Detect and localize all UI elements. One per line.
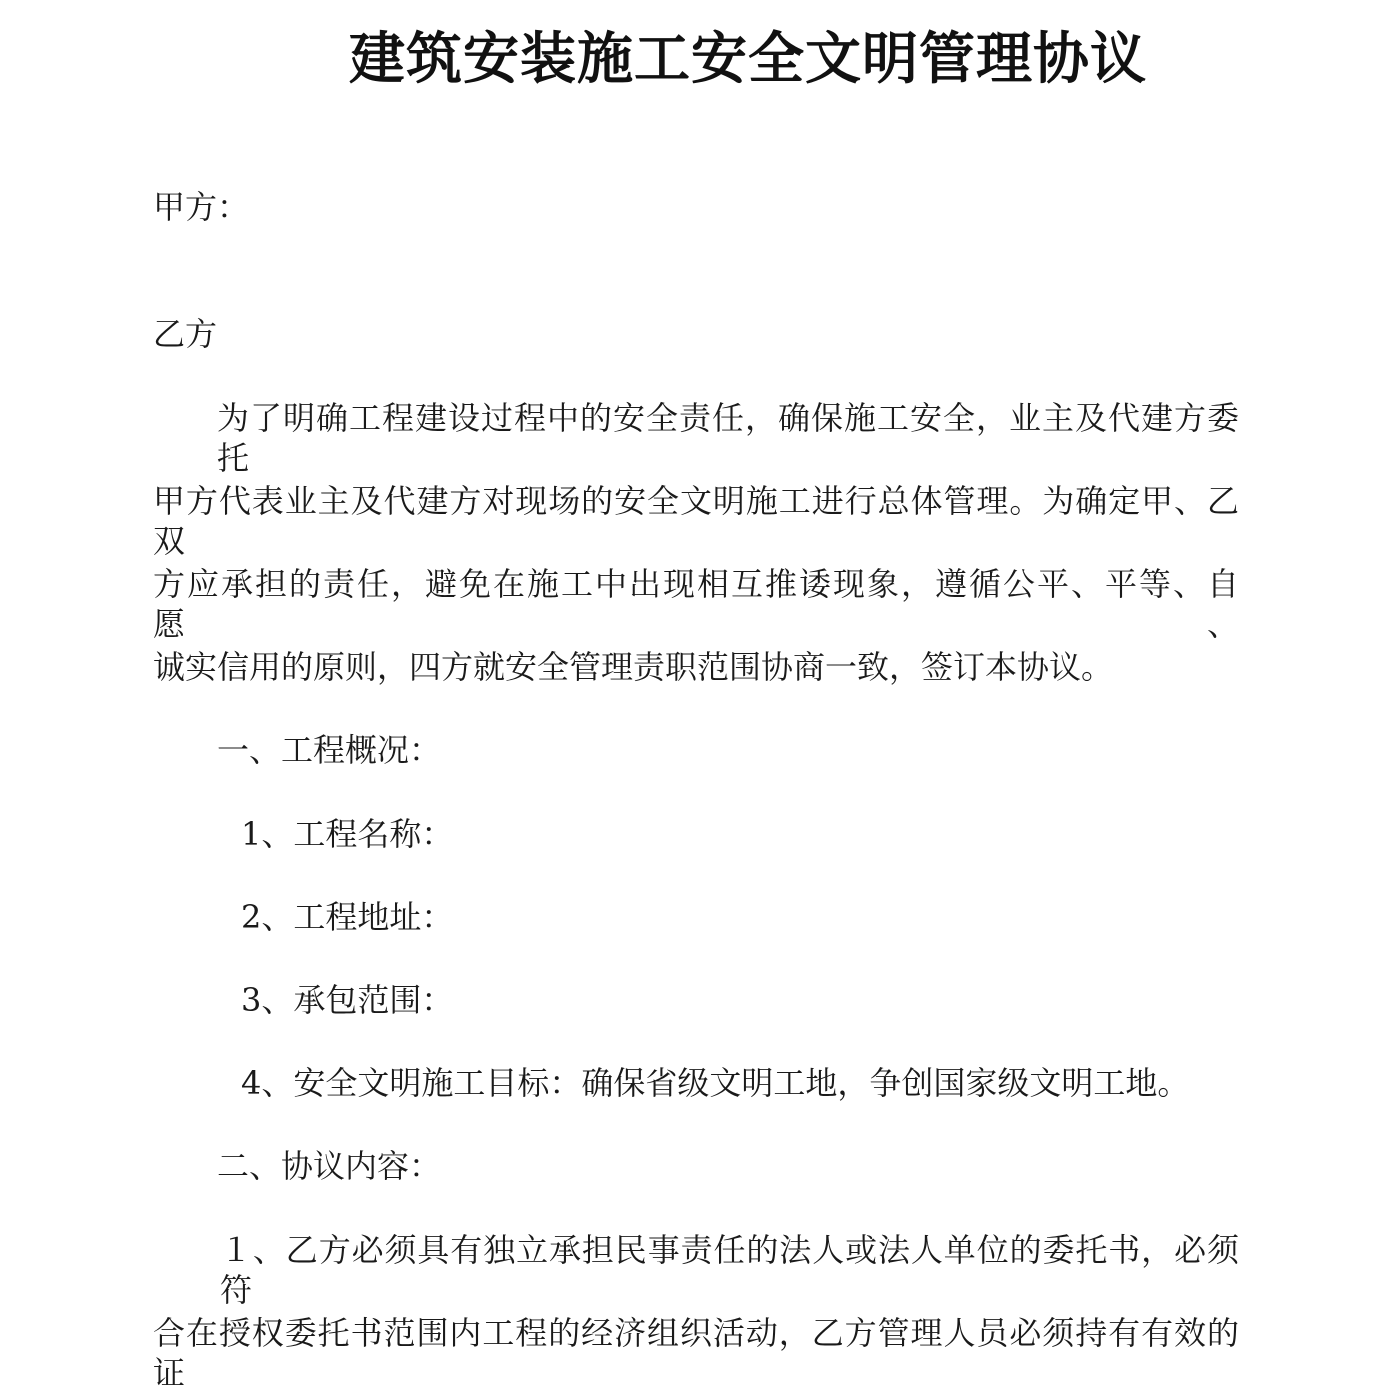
section-1-heading: 一、工程概况： — [217, 731, 442, 769]
clause-line: １、乙方必须具有独立承担民事责任的法人或法人单位的委托书，必须符 — [220, 1231, 1239, 1309]
preamble-line: 为了明确工程建设过程中的安全责任，确保施工安全，业主及代建方委托 — [217, 399, 1239, 477]
document-title: 建筑安装施工安全文明管理协议 — [349, 26, 1147, 92]
section-1-item: 1、工程名称： — [241, 815, 454, 853]
preamble-line: 方应承担的责任，避免在施工中出现相互推诿现象，遵循公平、平等、自愿、 — [153, 565, 1239, 643]
clause-line: 合在授权委托书范围内工程的经济组织活动，乙方管理人员必须持有有效的证 — [153, 1314, 1239, 1392]
party-b-label: 乙方 — [153, 315, 218, 353]
party-a-label: 甲方： — [153, 188, 250, 226]
section-1-item: 4、安全文明施工目标：确保省级文明工地，争创国家级文明工地。 — [241, 1064, 1190, 1102]
section-1-item: 3、承包范围： — [241, 981, 454, 1019]
preamble-line: 甲方代表业主及代建方对现场的安全文明施工进行总体管理。为确定甲、乙双 — [153, 482, 1239, 560]
section-1-item: 2、工程地址： — [241, 898, 454, 936]
preamble-line: 诚实信用的原则，四方就安全管理责职范围协商一致，签订本协议。 — [153, 648, 1114, 686]
section-2-heading: 二、协议内容： — [217, 1147, 442, 1185]
